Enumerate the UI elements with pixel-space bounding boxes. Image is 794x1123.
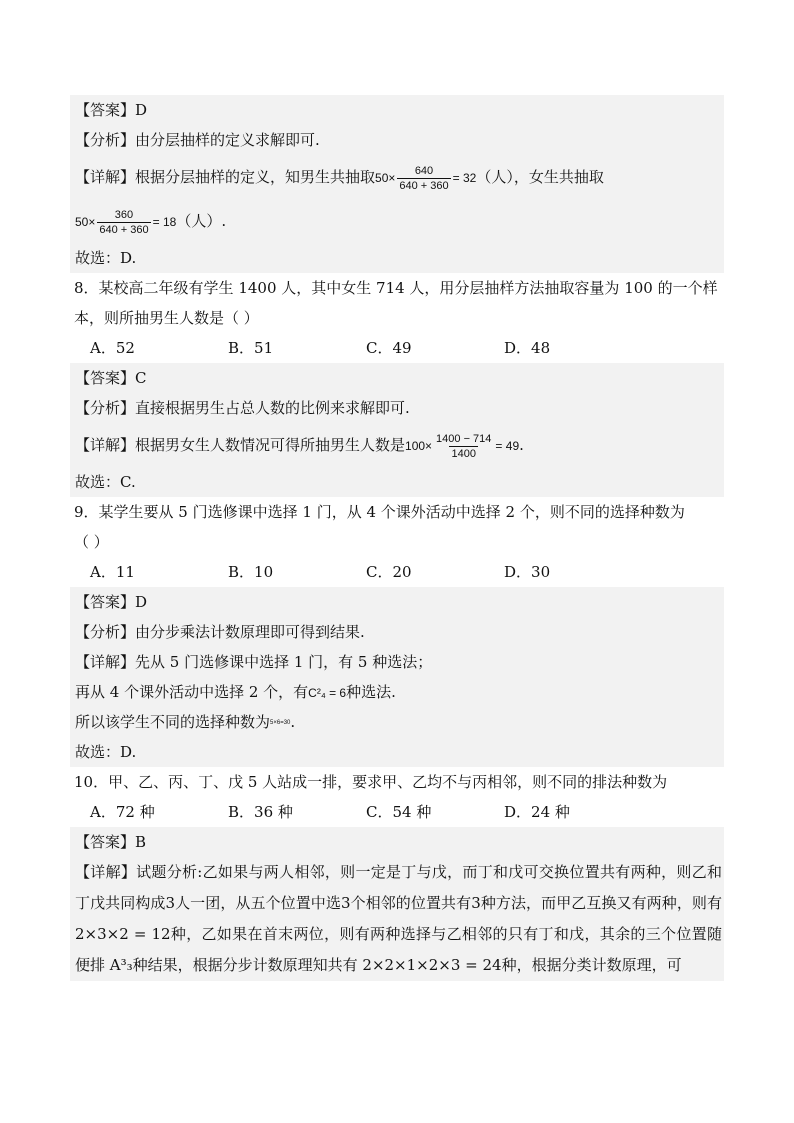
q9-option-c: C．20: [366, 563, 412, 581]
q7-formula-result: = 32: [452, 171, 477, 185]
q8-stem-line2: 本，则所抽男生人数是（ ）: [74, 309, 259, 327]
q10-option-d: D．24 种: [504, 803, 570, 821]
q8-detail: [70, 423, 724, 467]
q8-formula-result: = 49: [495, 439, 520, 453]
q9-detail-3: [70, 707, 724, 737]
q7-formula-part: 50×: [75, 215, 96, 229]
q7-detail-cont: [70, 199, 724, 243]
q7-solution: [70, 95, 724, 273]
q8-analysis: 【分析】直接根据男生占总人数的比例来求解即可.: [75, 399, 410, 417]
q9-choose: 故选：D.: [75, 743, 137, 761]
q9-detail-text: .: [290, 713, 296, 731]
q8-stem-line1: 8．某校高二年级有学生 1400 人，其中女生 714 人，用分层抽样方法抽取容量为 100 的一个样: [74, 279, 718, 297]
q7-fraction-male: [397, 164, 450, 193]
fraction-numerator: 360: [114, 208, 134, 221]
q10-option-a: A．72 种: [90, 803, 155, 821]
q8-option-b: B．51: [228, 339, 274, 357]
q9-solution: [70, 587, 724, 767]
q8-detail-text: 【详解】根据男女生人数情况可得所抽男生人数是: [75, 436, 406, 454]
fraction-denominator: 1400: [451, 447, 476, 460]
q10-option-b: B．36 种: [228, 803, 293, 821]
q9-detail-text: 种选法.: [346, 683, 396, 701]
q8-options: [70, 333, 724, 363]
q9-product-formula: 5×6=30: [270, 720, 291, 726]
q9-detail-2: [70, 677, 724, 707]
fraction-denominator: 640 + 360: [99, 223, 149, 236]
q10-options: [70, 797, 724, 827]
q7-fraction-female: [97, 208, 150, 237]
q8-option-a: A．52: [90, 339, 135, 357]
q8-option-c: C．49: [366, 339, 412, 357]
q7-formula-result: = 18: [152, 215, 177, 229]
document-page: [70, 95, 724, 981]
fraction-denominator: 640 + 360: [399, 179, 449, 192]
q7-formula-part: 50×: [375, 171, 396, 185]
q8-option-d: D．48: [504, 339, 551, 357]
q10-option-c: C．54 种: [366, 803, 432, 821]
q10-solution: [70, 827, 724, 981]
fraction-numerator: 640: [414, 164, 434, 177]
q7-choose: 故选：D.: [75, 249, 137, 267]
q9-detail-text: 所以该学生不同的选择种数为: [75, 713, 271, 731]
q7-analysis: 【分析】由分层抽样的定义求解即可.: [75, 131, 320, 149]
q9-stem-line1: 9．某学生要从 5 门选修课中选择 1 门，从 4 个课外活动中选择 2 个，则不同的选择种数为: [74, 503, 685, 521]
q9-option-b: B．10: [228, 563, 274, 581]
q9-analysis: 【分析】由分步乘法计数原理即可得到结果.: [75, 623, 365, 641]
q9-combination-formula: C²₄ = 6: [308, 686, 347, 700]
q8-solution: [70, 363, 724, 497]
fraction-numerator: 1400 − 714: [436, 432, 492, 445]
q8-answer: 【答案】C: [75, 369, 147, 387]
q10-stem: 10．甲、乙、丙、丁、戊 5 人站成一排，要求甲、乙均不与丙相邻，则不同的排法种数为: [74, 773, 668, 791]
q7-detail-text: （人）.: [176, 212, 227, 230]
q7-detail: [70, 155, 724, 199]
q9-options: [70, 557, 724, 587]
q7-detail-text: 【详解】根据分层抽样的定义，知男生共抽取: [75, 168, 376, 186]
q8-formula-part: 100×: [405, 439, 433, 453]
q10-detail: 【详解】试题分析:乙如果与两人相邻，则一定是丁与戊，而丁和戊可交换位置共有两种，则乙和丁戊共同构成3人一团，从五个位置中选3个相邻的位置共有3种方法，而甲乙互换又有两种，则有 2×3×2 = 12种，乙如果在首末两位，则有两种选择与乙相邻的只有丁和戊，其余的三个位置随便排 A³₃种结果，根据分步计数原理知共有 2×2×1×2×3 = 24种，根据分类计数原理，可: [75, 863, 722, 974]
q9-option-a: A．11: [90, 563, 135, 581]
q7-detail-text: （人），女生共抽取: [476, 168, 604, 186]
q8-choose: 故选：C.: [75, 473, 136, 491]
q9-stem-line2: （ ）: [74, 533, 109, 551]
q9-answer: 【答案】D: [75, 593, 148, 611]
q10-answer: 【答案】B: [75, 833, 147, 851]
q9-detail-1: 【详解】先从 5 门选修课中选择 1 门，有 5 种选法；: [75, 653, 433, 671]
q9-detail-text: 再从 4 个课外活动中选择 2 个，有: [75, 683, 309, 701]
q8-detail-text: .: [519, 436, 524, 454]
q9-option-d: D．30: [504, 563, 551, 581]
q8-fraction: [434, 432, 493, 461]
q7-answer: 【答案】D: [75, 101, 148, 119]
